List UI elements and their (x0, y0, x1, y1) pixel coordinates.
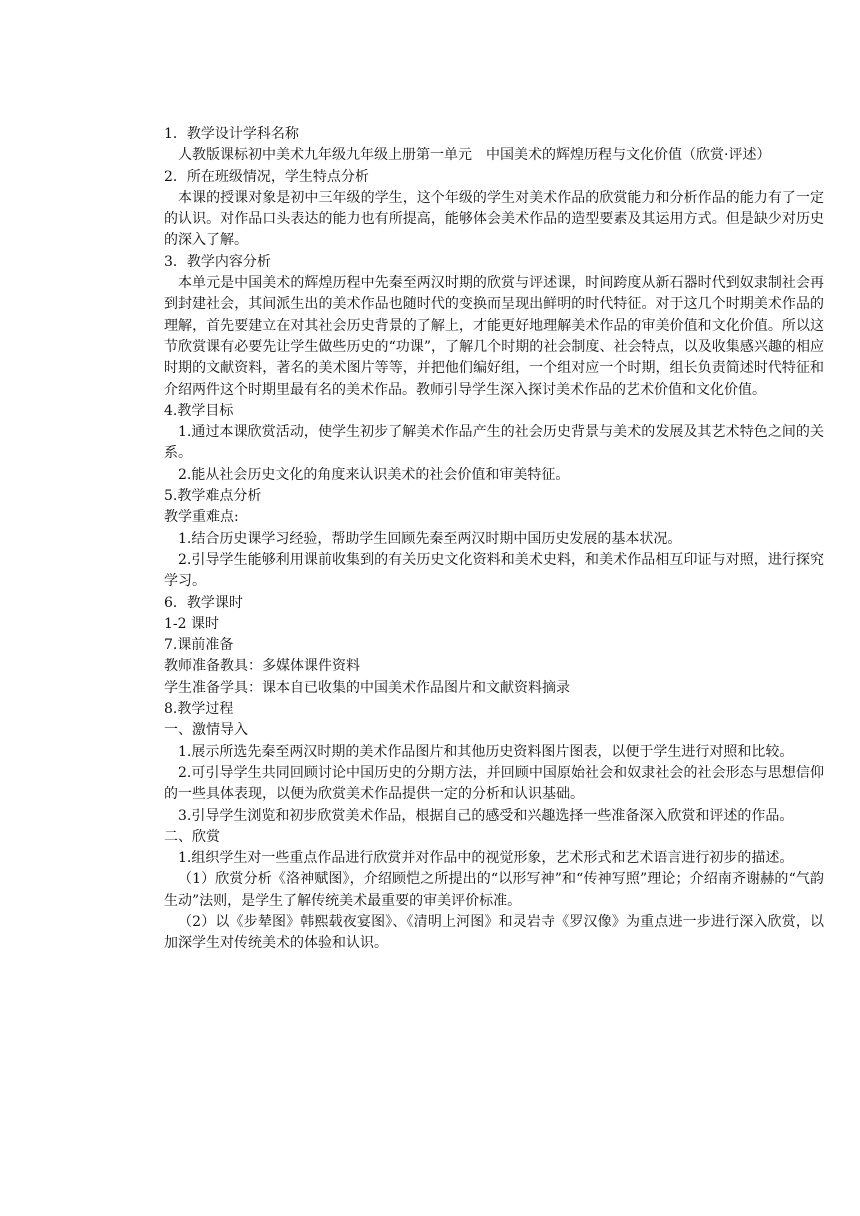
document-body (164, 124, 824, 955)
paragraph-class-analysis: 本课的授课对象是初中三年级的学生，这个年级的学生对美术作品的欣赏能力和分析作品的能力有了一定的认识。对作品口头表达的能力也有所提高，能够体会美术作品的造型要素及其运用方式。但是缺少对历史的深入了解。 (164, 189, 824, 249)
heading-class-hours: 6．教学课时 (164, 594, 243, 611)
appreciation-item-1: 1.组织学生对一些重点作品进行欣赏并对作品中的视觉形象，艺术形式和艺术语言进行初步的描述。 (178, 850, 794, 867)
subheading-appreciation: 二、欣赏 (164, 828, 220, 845)
heading-content-analysis: 3．教学内容分析 (164, 253, 271, 270)
subheading-introduction: 一、激情导入 (164, 722, 248, 739)
student-preparation: 学生准备学具：课本自已收集的中国美术作品图片和文献资料摘录 (164, 679, 570, 696)
heading-difficulty-analysis: 5.教学难点分析 (164, 488, 262, 505)
heading-subject-name: 1．教学设计学科名称 (164, 126, 299, 142)
paragraph-subject-name: 人教版课标初中美术九年级九年级上册第一单元 中国美术的辉煌历程与文化价值（欣赏·评述） (178, 147, 771, 164)
introduction-item-3: 3.引导学生浏览和初步欣赏美术作品，根据自己的感受和兴趣选择一些准备深入欣赏和评述的作品。 (178, 807, 794, 824)
class-hours-value: 1-2 课时 (164, 615, 219, 632)
heading-class-analysis: 2．所在班级情况，学生特点分析 (164, 168, 369, 185)
appreciation-item-1-1: （1）欣赏分析《洛神赋图》，介绍顾恺之所提出的“以形写神”和“传神写照”理论；介绍南齐谢赫的“气韵生动”法则，是学生了解传统美术最重要的审美评价标准。 (164, 871, 824, 909)
teacher-preparation: 教师准备教具：多媒体课件资料 (164, 658, 360, 675)
goal-item-2: 2.能从社会历史文化的角度来认识美术的社会价值和审美特征。 (178, 466, 570, 483)
difficulty-item-2: 2.引导学生能够利用课前收集到的有关历史文化资料和美术史料，和美术作品相互印证与对照，进行探究学习。 (164, 551, 824, 590)
difficulty-item-1: 1.结合历史课学习经验，帮助学生回顾先秦至两汉时期中国历史发展的基本状况。 (178, 530, 682, 547)
appreciation-item-1-2: （2）以《步辇图》韩熙载夜宴图》、《清明上河图》和灵岩寺《罗汉像》为重点进一步进行深入欣赏，以加深学生对传统美术的体验和认识。 (164, 913, 824, 952)
subheading-key-difficulties: 教学重难点: (164, 509, 239, 526)
heading-teaching-process: 8.教学过程 (164, 701, 234, 718)
goal-item-1: 1.通过本课欣赏活动，使学生初步了解美术作品产生的社会历史背景与美术的发展及其艺术特色之间的关系。 (164, 424, 824, 462)
heading-teaching-goals: 4.教学目标 (164, 402, 234, 419)
heading-preparation: 7.课前准备 (164, 637, 234, 654)
introduction-item-2: 2.可引导学生共同回顾讨论中国历史的分期方法，并回顾中国原始社会和奴隶社会的社会形态与思想信仰的一些具体表现，以便为欣赏美术作品提供一定的分析和认识基础。 (164, 764, 824, 803)
paragraph-content-analysis: 本单元是中国美术的辉煌历程中先秦至两汉时期的欣赏与评述课，时间跨度从新石器时代到奴隶制社会再到封建社会，其间派生出的美术作品也随时代的变换而呈现出鲜明的时代特征。对于这几个时期美术作品的理解，首先要建立在对其社会历史背景的了解上，才能更好地理解美术作品的审美价值和文化价值。所以这节欣赏课有必要先让学生做些历史的“功课”，了解几个时期的社会制度、社会特点，以及收集感兴趣的相应时期的文献资料，著名的美术图片等等，并把他们编好组，一个组对应一个时期，组长负责简述时代特征和介绍两件这个时期里最有名的美术作品。教师引导学生深入探讨美术作品的艺术价值和文化价值。 (164, 275, 824, 398)
introduction-item-1: 1.展示所选先秦至两汉时期的美术作品图片和其他历史资料图片图表，以便于学生进行对照和比较。 (178, 743, 794, 760)
